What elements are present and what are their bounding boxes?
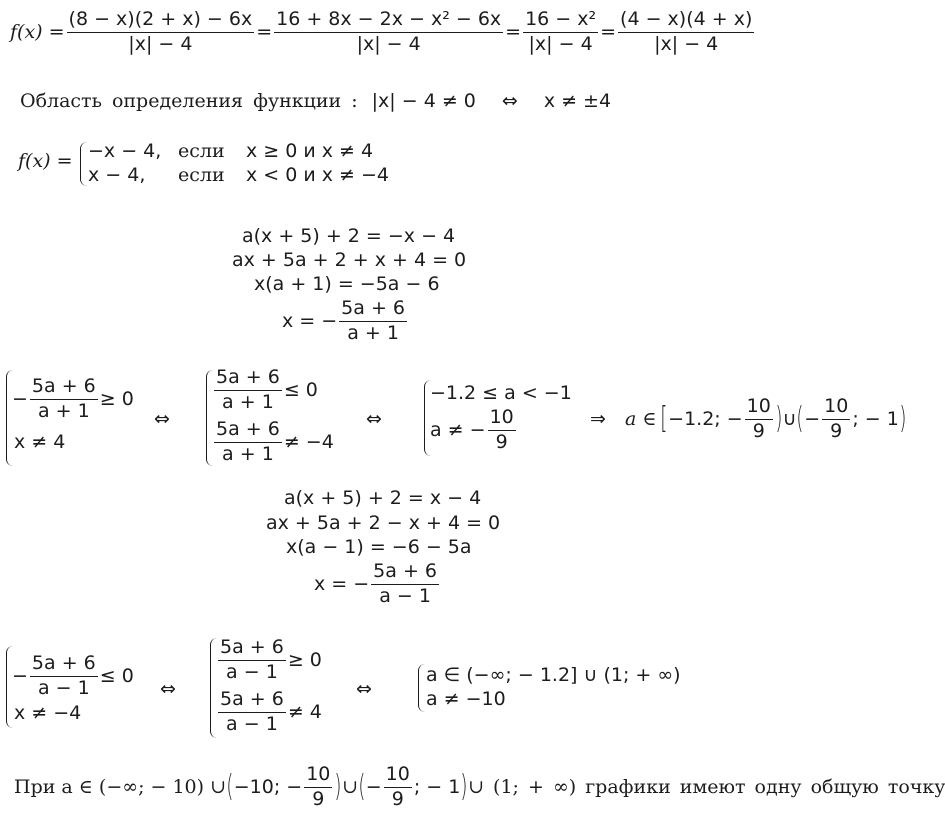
system2b-row-1 — [216, 636, 322, 684]
system2a-row-2: x ≠ −4 — [14, 702, 82, 724]
system1a-minus: − — [12, 387, 28, 410]
answer-1-fraction-1 — [745, 394, 773, 442]
final-den-1: 9 — [312, 787, 325, 810]
answer-1-part-3: ; − 1 — [852, 407, 899, 430]
system1c-row-1: −1.2 ≤ a < −1 — [430, 382, 572, 404]
piecewise-row-1-cond: x ≥ 0 и x ≠ 4 — [246, 140, 374, 162]
domain-result: x ≠ ±4 — [543, 90, 612, 112]
system2c-row-2: a ≠ −10 — [426, 688, 506, 710]
system2b-row-2 — [216, 688, 322, 736]
system1b-rel-1: ≤ 0 — [283, 378, 318, 401]
solve1-fraction-den: a + 1 — [347, 321, 399, 344]
solve1-x-eq: x = − — [282, 309, 338, 332]
final-prefix: При a ∈ (−∞; − 10) ∪ — [14, 775, 227, 798]
domain-line — [20, 92, 611, 111]
final-union: ∪ — [342, 775, 359, 798]
final-num-1: 10 — [304, 765, 332, 788]
iff-symbol: ⇔ — [356, 678, 372, 700]
system1b-row-1 — [212, 366, 318, 414]
solve1-line-4 — [282, 297, 409, 345]
system1a-num: 5a + 6 — [30, 377, 98, 400]
system2a-fraction — [30, 651, 98, 699]
answer-1-part-2: − — [804, 407, 821, 430]
system1b-rel-2: ≠ −4 — [283, 430, 334, 453]
domain-label: Область определения функции : — [20, 90, 358, 112]
system1b-row-2 — [212, 418, 334, 466]
final-sentence — [14, 762, 945, 812]
fraction-3 — [523, 7, 598, 55]
answer-1-part-1: −1.2; − — [668, 407, 743, 430]
system2b-den-1: a − 1 — [226, 660, 278, 683]
system2a-minus: − — [12, 664, 28, 687]
answer-1-fraction-2 — [822, 394, 850, 442]
answer-1-a-in: a ∈ — [625, 407, 657, 430]
equals-sign: = — [600, 20, 617, 43]
system2b-fraction-1 — [218, 635, 286, 683]
system2a-row-1 — [12, 652, 134, 700]
final-num-2: 10 — [384, 765, 412, 788]
equals-sign: = — [505, 20, 522, 43]
system1b-den-2: a + 1 — [222, 442, 274, 465]
iff-symbol: ⇔ — [501, 90, 518, 112]
system2b-den-2: a − 1 — [226, 712, 278, 735]
iff-symbol: ⇔ — [160, 678, 176, 700]
final-fraction-1 — [304, 762, 332, 810]
final-suffix: ∪ (1; + ∞) графики имеют одну общую точку — [468, 775, 945, 798]
piecewise-fx: f(x) = — [18, 150, 73, 172]
system1a-fraction — [30, 374, 98, 422]
solve2-line-4 — [314, 560, 441, 608]
system1a-row-1 — [12, 375, 134, 423]
solve2-fraction-num: 5a + 6 — [371, 562, 439, 585]
solve2-line-3: x(a − 1) = −6 − 5a — [286, 536, 472, 558]
answer-1-union: ∪ — [782, 407, 797, 430]
system1b-num-2: 5a + 6 — [214, 420, 282, 443]
system1b-den-1: a + 1 — [222, 390, 274, 413]
system1a-rel: ≥ 0 — [99, 387, 134, 410]
solve2-fraction — [371, 559, 439, 607]
final-part-1: −10; − — [233, 775, 303, 798]
system1c-num: 10 — [488, 408, 516, 431]
fraction-2 — [274, 7, 503, 55]
iff-symbol: ⇔ — [366, 408, 382, 430]
piecewise-row-1-if: если — [178, 140, 225, 162]
answer-1-paren: ) — [899, 401, 907, 436]
final-paren: ) — [334, 769, 342, 804]
answer-1-bracket: [ — [660, 401, 668, 436]
system1c-den: 9 — [495, 430, 508, 453]
answer-1-num-2: 10 — [822, 397, 850, 420]
implies-symbol: ⇒ — [590, 408, 606, 430]
answer-1-den-1: 9 — [752, 419, 765, 442]
piecewise-row-2-expr: x − 4, — [88, 164, 146, 186]
system2a-rel: ≤ 0 — [99, 664, 134, 687]
system2b-num-1: 5a + 6 — [218, 638, 286, 661]
final-part-2: − — [365, 775, 382, 798]
system2c-brace — [418, 664, 425, 712]
fraction-1 — [67, 7, 255, 55]
system1b-fraction-2 — [214, 417, 282, 465]
final-paren: ) — [460, 769, 468, 804]
final-part-3: ; − 1 — [413, 775, 461, 798]
system2a-den: a − 1 — [37, 676, 90, 699]
solve1-line-3: x(a + 1) = −5a − 6 — [254, 273, 440, 295]
piecewise-row-2-cond: x < 0 и x ≠ −4 — [246, 164, 390, 186]
system1c-a-neq: a ≠ − — [430, 418, 486, 441]
domain-condition: |x| − 4 ≠ 0 — [371, 90, 476, 112]
fraction-1-num: (8 − x)(2 + x) − 6x — [67, 10, 255, 33]
solve2-line-1: a(x + 5) + 2 = x − 4 — [284, 487, 482, 509]
solve2-fraction-den: a − 1 — [379, 584, 431, 607]
solve1-line-2: ax + 5a + 2 + x + 4 = 0 — [232, 249, 467, 271]
system1b-num-1: 5a + 6 — [214, 368, 282, 391]
system1c-row-2 — [430, 406, 518, 454]
answer-1-paren: ) — [775, 401, 783, 436]
fraction-4-num: (4 − x)(4 + x) — [618, 10, 754, 33]
system2c-row-1: a ∈ (−∞; − 1.2] ∪ (1; + ∞) — [426, 664, 681, 686]
iff-symbol: ⇔ — [154, 408, 170, 430]
system2b-num-2: 5a + 6 — [218, 690, 286, 713]
final-paren: ( — [226, 769, 234, 804]
final-paren: ( — [358, 769, 366, 804]
final-den-2: 9 — [391, 787, 404, 810]
answer-1-num-1: 10 — [745, 397, 773, 420]
fraction-1-den: |x| − 4 — [128, 32, 193, 55]
piecewise-row-1-expr: −x − 4, — [88, 140, 162, 162]
solve2-line-2: ax + 5a + 2 − x + 4 = 0 — [266, 512, 501, 534]
system1b-fraction-1 — [214, 365, 282, 413]
answer-1-den-2: 9 — [830, 419, 843, 442]
system2a-num: 5a + 6 — [30, 654, 98, 677]
system2b-fraction-2 — [218, 687, 286, 735]
system1c-fraction — [488, 405, 516, 453]
piecewise-lhs — [18, 152, 73, 171]
equals-sign: = — [256, 20, 273, 43]
piecewise-row-2-if: если — [178, 164, 225, 186]
fraction-2-den: |x| − 4 — [356, 32, 421, 55]
fx-lhs: f(x) = — [10, 20, 65, 43]
answer-1-paren: ( — [796, 401, 804, 436]
final-fraction-2 — [384, 762, 412, 810]
solve1-fraction — [339, 296, 407, 344]
fraction-4-den: |x| − 4 — [654, 32, 719, 55]
answer-1 — [625, 394, 907, 444]
solve1-line-1: a(x + 5) + 2 = −x − 4 — [242, 225, 456, 247]
solve2-x-eq: x = − — [314, 572, 370, 595]
system1a-den: a + 1 — [37, 399, 90, 422]
fraction-2-num: 16 + 8x − 2x − x² − 6x — [274, 10, 503, 33]
piecewise-brace — [80, 142, 87, 186]
solve1-fraction-num: 5a + 6 — [339, 299, 407, 322]
system2b-rel-2: ≠ 4 — [287, 700, 322, 723]
fraction-3-den: |x| − 4 — [528, 32, 593, 55]
system1a-row-2: x ≠ 4 — [14, 431, 66, 453]
fraction-4 — [618, 7, 754, 55]
fraction-3-num: 16 − x² — [523, 10, 598, 33]
formula-line-1 — [10, 6, 756, 58]
system2b-rel-1: ≥ 0 — [287, 648, 322, 671]
